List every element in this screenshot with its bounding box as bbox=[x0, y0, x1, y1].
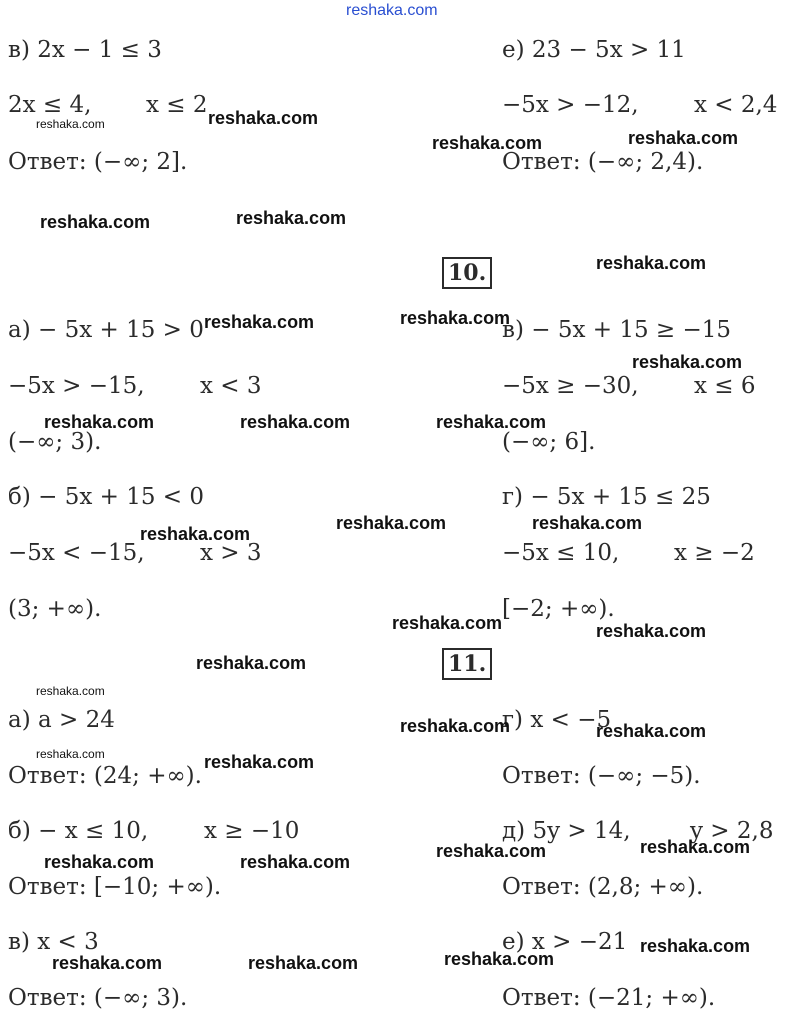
left-line: (−∞; 3). bbox=[8, 429, 102, 455]
watermark: reshaka.com bbox=[632, 352, 743, 372]
right-line: x ≥ −2 bbox=[674, 540, 755, 566]
left-line: −5x < −15, bbox=[8, 540, 145, 566]
section-number-10: 10. bbox=[442, 257, 492, 289]
watermark: reshaka.com bbox=[392, 613, 503, 633]
watermark: reshaka.com bbox=[140, 524, 251, 544]
left-line: Ответ: (−∞; 3). bbox=[8, 985, 188, 1011]
watermark: reshaka.com bbox=[204, 312, 315, 332]
site-header-link[interactable]: reshaka.com bbox=[346, 2, 438, 19]
watermark: reshaka.com bbox=[208, 108, 319, 128]
watermark: reshaka.com bbox=[196, 653, 307, 673]
watermark: reshaka.com bbox=[44, 852, 155, 872]
right-line: Ответ: (−∞; −5). bbox=[502, 763, 701, 789]
watermark: reshaka.com bbox=[400, 716, 511, 736]
left-line: а) − 5x + 15 > 0 bbox=[8, 317, 204, 343]
watermark: reshaka.com bbox=[444, 949, 555, 969]
right-line: в) − 5x + 15 ≥ −15 bbox=[502, 317, 732, 343]
right-line: Ответ: (−21; +∞). bbox=[502, 985, 716, 1011]
watermark: reshaka.com bbox=[204, 752, 315, 772]
left-line: x ≤ 2 bbox=[146, 92, 208, 118]
right-line: Ответ: (2,8; +∞). bbox=[502, 874, 704, 900]
watermark: reshaka.com bbox=[432, 133, 543, 153]
left-line: (3; +∞). bbox=[8, 596, 102, 622]
watermark: reshaka.com bbox=[436, 841, 547, 861]
right-line: (−∞; 6]. bbox=[502, 429, 596, 455]
left-line: x ≥ −10 bbox=[204, 818, 300, 844]
watermark: reshaka.com bbox=[44, 412, 155, 432]
watermark: reshaka.com bbox=[240, 412, 351, 432]
watermark: reshaka.com bbox=[640, 936, 751, 956]
right-line: е) x > −21 bbox=[502, 929, 628, 955]
left-line: б) − 5x + 15 < 0 bbox=[8, 484, 205, 510]
watermark: reshaka.com bbox=[52, 953, 163, 973]
left-line: в) x < 3 bbox=[8, 929, 99, 955]
watermark: reshaka.com bbox=[596, 621, 707, 641]
right-line: д) 5y > 14, bbox=[502, 818, 631, 844]
right-line: г) − 5x + 15 ≤ 25 bbox=[502, 484, 711, 510]
watermark: reshaka.com bbox=[236, 208, 347, 228]
watermark: reshaka.com bbox=[336, 513, 447, 533]
left-line: б) − x ≤ 10, bbox=[8, 818, 149, 844]
right-line: е) 23 − 5x > 11 bbox=[502, 37, 686, 63]
watermark: reshaka.com bbox=[628, 128, 739, 148]
watermark: reshaka.com bbox=[248, 953, 359, 973]
left-line: x < 3 bbox=[200, 373, 262, 399]
left-line: x > 3 bbox=[200, 540, 262, 566]
watermark: reshaka.com bbox=[400, 308, 511, 328]
watermark: reshaka.com bbox=[596, 253, 707, 273]
watermark: reshaka.com bbox=[532, 513, 643, 533]
left-line: Ответ: (24; +∞). bbox=[8, 763, 202, 789]
watermark: reshaka.com bbox=[40, 212, 151, 232]
left-line: в) 2x − 1 ≤ 3 bbox=[8, 37, 162, 63]
right-line: −5x > −12, bbox=[502, 92, 639, 118]
watermark: reshaka.com bbox=[596, 721, 707, 741]
left-line: Ответ: (−∞; 2]. bbox=[8, 149, 188, 175]
left-line: Ответ: [−10; +∞). bbox=[8, 874, 222, 900]
left-line: а) a > 24 bbox=[8, 707, 115, 733]
right-line: −5x ≥ −30, bbox=[502, 373, 639, 399]
left-line: −5x > −15, bbox=[8, 373, 145, 399]
right-line: Ответ: (−∞; 2,4). bbox=[502, 149, 704, 175]
section-number-11: 11. bbox=[442, 648, 492, 680]
watermark: reshaka.com bbox=[36, 747, 105, 761]
right-line: −5x ≤ 10, bbox=[502, 540, 620, 566]
right-line: [−2; +∞). bbox=[502, 596, 615, 622]
watermark: reshaka.com bbox=[36, 684, 105, 698]
right-line: x < 2,4 bbox=[694, 92, 778, 118]
right-line: г) x < −5 bbox=[502, 707, 612, 733]
right-line: y > 2,8 bbox=[690, 818, 774, 844]
watermark: reshaka.com bbox=[240, 852, 351, 872]
watermark: reshaka.com bbox=[436, 412, 547, 432]
watermark: reshaka.com bbox=[36, 117, 105, 131]
right-line: x ≤ 6 bbox=[694, 373, 756, 399]
left-line: 2x ≤ 4, bbox=[8, 92, 92, 118]
watermark: reshaka.com bbox=[640, 837, 751, 857]
